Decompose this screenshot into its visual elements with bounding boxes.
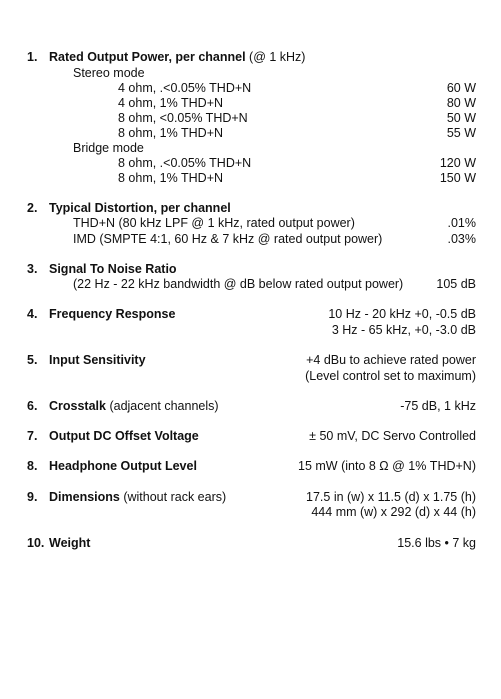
spec-title bbox=[49, 398, 219, 414]
spec-title bbox=[49, 428, 199, 444]
spec-heading bbox=[0, 535, 501, 551]
spec-title bbox=[49, 261, 177, 277]
spec-row bbox=[0, 231, 501, 247]
spec-title bbox=[49, 489, 226, 505]
spec-title-bold: Typical Distortion, per channel bbox=[49, 201, 231, 215]
spec-title-bold: Input Sensitivity bbox=[49, 353, 146, 367]
spec-row bbox=[0, 95, 501, 111]
spec-value: 10 Hz - 20 kHz +0, -0.5 dB bbox=[328, 307, 476, 321]
spec-title-note: (@ 1 kHz) bbox=[245, 50, 306, 64]
row-value: 55 W bbox=[446, 126, 476, 140]
row-label: 4 ohm, .<0.05% THD+N bbox=[118, 81, 252, 95]
spec-title-bold: Signal To Noise Ratio bbox=[49, 262, 177, 276]
spec-row bbox=[0, 170, 501, 186]
spec-value-row bbox=[0, 504, 501, 520]
spec-title-note: (adjacent channels) bbox=[105, 399, 219, 413]
spec-number: 10. bbox=[27, 536, 45, 550]
spec-value: 15.6 lbs • 7 kg bbox=[397, 536, 476, 550]
spec-heading bbox=[0, 428, 501, 444]
spec-row bbox=[0, 155, 501, 171]
row-label: THD+N (80 kHz LPF @ 1 kHz, rated output power) bbox=[73, 216, 355, 230]
spec-row bbox=[0, 276, 501, 292]
row-value: 50 W bbox=[446, 111, 476, 125]
spec-number: 3. bbox=[27, 262, 38, 276]
spec-value: (Level control set to maximum) bbox=[305, 369, 476, 383]
row-label: 4 ohm, 1% THD+N bbox=[118, 96, 224, 110]
row-value: .01% bbox=[447, 216, 476, 230]
spec-title-bold: Rated Output Power, per channel bbox=[49, 50, 246, 64]
row-label: 8 ohm, 1% THD+N bbox=[118, 126, 224, 140]
spec-title-bold: Crosstalk bbox=[49, 399, 106, 413]
spec-value: 15 mW (into 8 Ω @ 1% THD+N) bbox=[298, 459, 476, 473]
spec-heading bbox=[0, 306, 501, 322]
spec-title bbox=[49, 306, 175, 322]
spec-row bbox=[0, 215, 501, 231]
spec-value: 444 mm (w) x 292 (d) x 44 (h) bbox=[311, 505, 476, 519]
group-label: Bridge mode bbox=[73, 141, 144, 155]
group-heading bbox=[0, 140, 501, 156]
spec-value: 3 Hz - 65 kHz, +0, -3.0 dB bbox=[331, 323, 476, 337]
spec-title bbox=[49, 200, 231, 216]
row-label: 8 ohm, <0.05% THD+N bbox=[118, 111, 248, 125]
spec-value-row bbox=[0, 322, 501, 338]
spec-value: +4 dBu to achieve rated power bbox=[306, 353, 476, 367]
spec-heading bbox=[0, 398, 501, 414]
spec-number: 8. bbox=[27, 459, 38, 473]
spec-heading bbox=[0, 49, 501, 65]
spec-heading bbox=[0, 261, 501, 277]
row-label: 8 ohm, 1% THD+N bbox=[118, 171, 224, 185]
spec-value-row bbox=[0, 368, 501, 384]
spec-heading bbox=[0, 352, 501, 368]
group-heading bbox=[0, 65, 501, 81]
spec-title-note: (without rack ears) bbox=[119, 490, 227, 504]
row-value: 105 dB bbox=[436, 277, 476, 291]
spec-number: 4. bbox=[27, 307, 38, 321]
spec-heading bbox=[0, 489, 501, 505]
spec-title-bold: Dimensions bbox=[49, 490, 120, 504]
spec-title bbox=[49, 352, 146, 368]
spec-heading bbox=[0, 200, 501, 216]
spec-title-bold: Weight bbox=[49, 536, 91, 550]
spec-title bbox=[49, 458, 197, 474]
spec-title-bold: Frequency Response bbox=[49, 307, 176, 321]
spec-number: 5. bbox=[27, 353, 38, 367]
row-value: 150 W bbox=[439, 171, 476, 185]
spec-heading bbox=[0, 458, 501, 474]
spec-row bbox=[0, 80, 501, 96]
row-value: 60 W bbox=[446, 81, 476, 95]
spec-title-bold: Headphone Output Level bbox=[49, 459, 197, 473]
spec-title bbox=[49, 49, 305, 65]
spec-title-bold: Output DC Offset Voltage bbox=[49, 429, 199, 443]
row-label: 8 ohm, .<0.05% THD+N bbox=[118, 156, 252, 170]
spec-value: 17.5 in (w) x 11.5 (d) x 1.75 (h) bbox=[306, 490, 476, 504]
group-label: Stereo mode bbox=[73, 66, 145, 80]
spec-row bbox=[0, 110, 501, 126]
spec-value: -75 dB, 1 kHz bbox=[400, 399, 476, 413]
spec-number: 1. bbox=[27, 50, 38, 64]
spec-row bbox=[0, 125, 501, 141]
row-value: 120 W bbox=[439, 156, 476, 170]
spec-number: 9. bbox=[27, 490, 38, 504]
row-label: IMD (SMPTE 4:1, 60 Hz & 7 kHz @ rated output power) bbox=[73, 232, 383, 246]
spec-title bbox=[49, 535, 90, 551]
spec-number: 2. bbox=[27, 201, 38, 215]
row-label: (22 Hz - 22 kHz bandwidth @ dB below rated output power) bbox=[73, 277, 404, 291]
spec-value: ± 50 mV, DC Servo Controlled bbox=[309, 429, 476, 443]
spec-number: 6. bbox=[27, 399, 38, 413]
row-value: 80 W bbox=[446, 96, 476, 110]
spec-number: 7. bbox=[27, 429, 38, 443]
row-value: .03% bbox=[447, 232, 476, 246]
